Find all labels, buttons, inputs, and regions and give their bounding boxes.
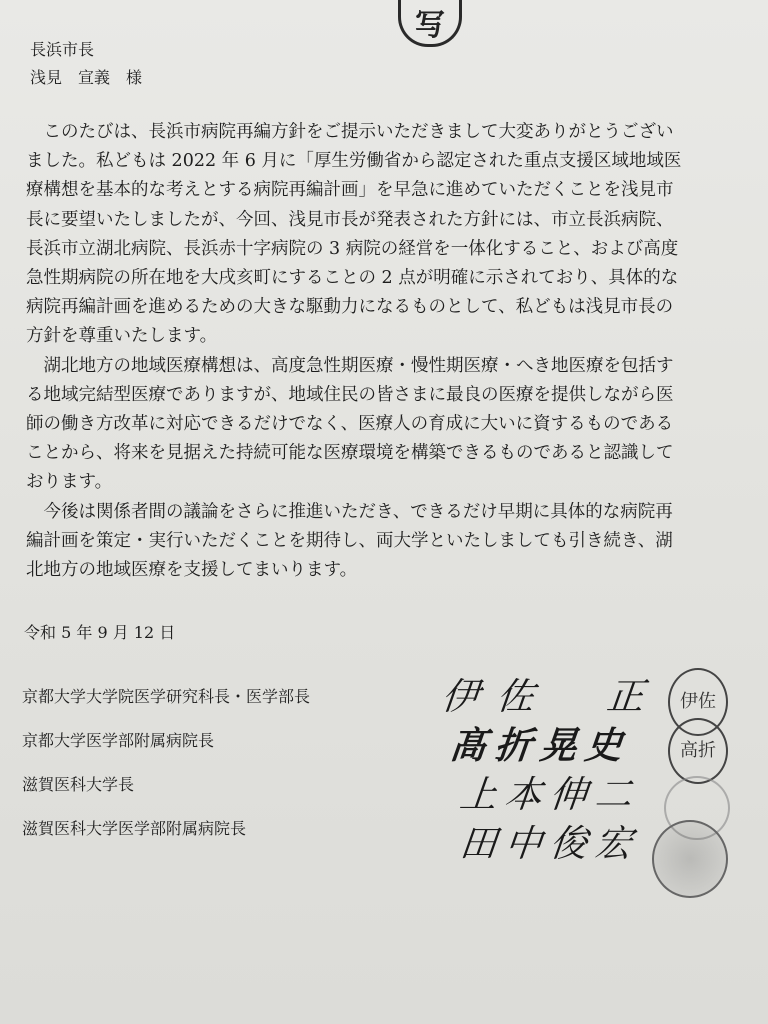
seal-text: 伊佐 bbox=[680, 691, 716, 712]
body-line: 北地方の地域医療を支援してまいります。 bbox=[26, 560, 358, 581]
copy-stamp-icon bbox=[398, 0, 462, 47]
personal-seal-icon bbox=[668, 718, 728, 784]
body-line: ました。私どもは 2022 年 6 月に「厚生労働省から認定された重点支援区域地域医 bbox=[26, 151, 682, 172]
letter-body bbox=[26, 118, 758, 585]
paragraph-1 bbox=[26, 118, 758, 352]
addressee-title: 長浜市長 bbox=[30, 40, 95, 59]
letter-date: 令和 5 年 9 月 12 日 bbox=[24, 623, 176, 642]
signature-3: 上本伸二 bbox=[457, 773, 643, 816]
signatory-title-2: 京都大学医学部附属病院長 bbox=[22, 731, 215, 750]
body-line: 今後は関係者間の議論をさらに推進いただき、できるだけ早期に具体的な病院再 bbox=[26, 501, 673, 522]
signature-1: 伊佐 正 bbox=[439, 675, 665, 718]
signature-2: 髙折晃史 bbox=[447, 724, 633, 767]
copy-stamp-char: 写 bbox=[415, 8, 445, 43]
paragraph-3 bbox=[26, 498, 758, 586]
signatory-titles bbox=[22, 686, 310, 862]
body-line: 長浜市立湖北病院、長浜赤十字病院の 3 病院の経営を一体化すること、および高度 bbox=[26, 238, 679, 259]
body-line: このたびは、長浜市病院再編方針をご提示いただきまして大変ありがとうござい bbox=[26, 122, 674, 142]
body-line: 病院再編計画を進めるための大きな駆動力になるものとして、私どもは浅見市長の bbox=[26, 297, 674, 318]
body-line: る地域完結型医療でありますが、地域住民の皆さまに最良の医療を提供しながら医 bbox=[26, 384, 674, 405]
signatory-title-3: 滋賀医科大学長 bbox=[22, 775, 135, 794]
signature-4: 田中俊宏 bbox=[457, 822, 643, 865]
seal-text: 高折 bbox=[680, 740, 716, 761]
handwritten-signatures bbox=[439, 672, 665, 868]
body-line: ことから、将来を見据えた持続可能な医療環境を構築できるものであると認識して bbox=[26, 443, 674, 464]
body-line: 長に要望いたしましたが、今回、浅見市長が発表された方針には、市立長浜病院、 bbox=[26, 209, 674, 230]
body-line: おります。 bbox=[26, 472, 113, 493]
body-line: 方針を尊重いたします。 bbox=[26, 326, 218, 347]
personal-seal-icon bbox=[652, 820, 728, 898]
signatory-title-4: 滋賀医科大学医学部附属病院長 bbox=[22, 819, 247, 838]
paragraph-2 bbox=[26, 352, 758, 498]
signatory-title-1: 京都大学大学院医学研究科長・医学部長 bbox=[22, 687, 311, 706]
body-line: 湖北地方の地域医療構想は、高度急性期医療・慢性期医療・へき地医療を包括す bbox=[26, 355, 674, 376]
body-line: 急性期病院の所在地を大戌亥町にすることの 2 点が明確に示されており、具体的な bbox=[26, 268, 679, 289]
body-line: 療構想を基本的な考えとする病院再編計画」を早急に進めていただくことを浅見市 bbox=[26, 180, 674, 201]
addressee-block bbox=[30, 36, 142, 92]
body-line: 編計画を策定・実行いただくことを期待し、両大学といたしましても引き続き、湖 bbox=[26, 530, 673, 551]
body-line: 師の働き方改革に対応できるだけでなく、医療人の育成に大いに資するものである bbox=[26, 414, 674, 435]
addressee-name: 浅見 宣義 様 bbox=[30, 68, 143, 87]
